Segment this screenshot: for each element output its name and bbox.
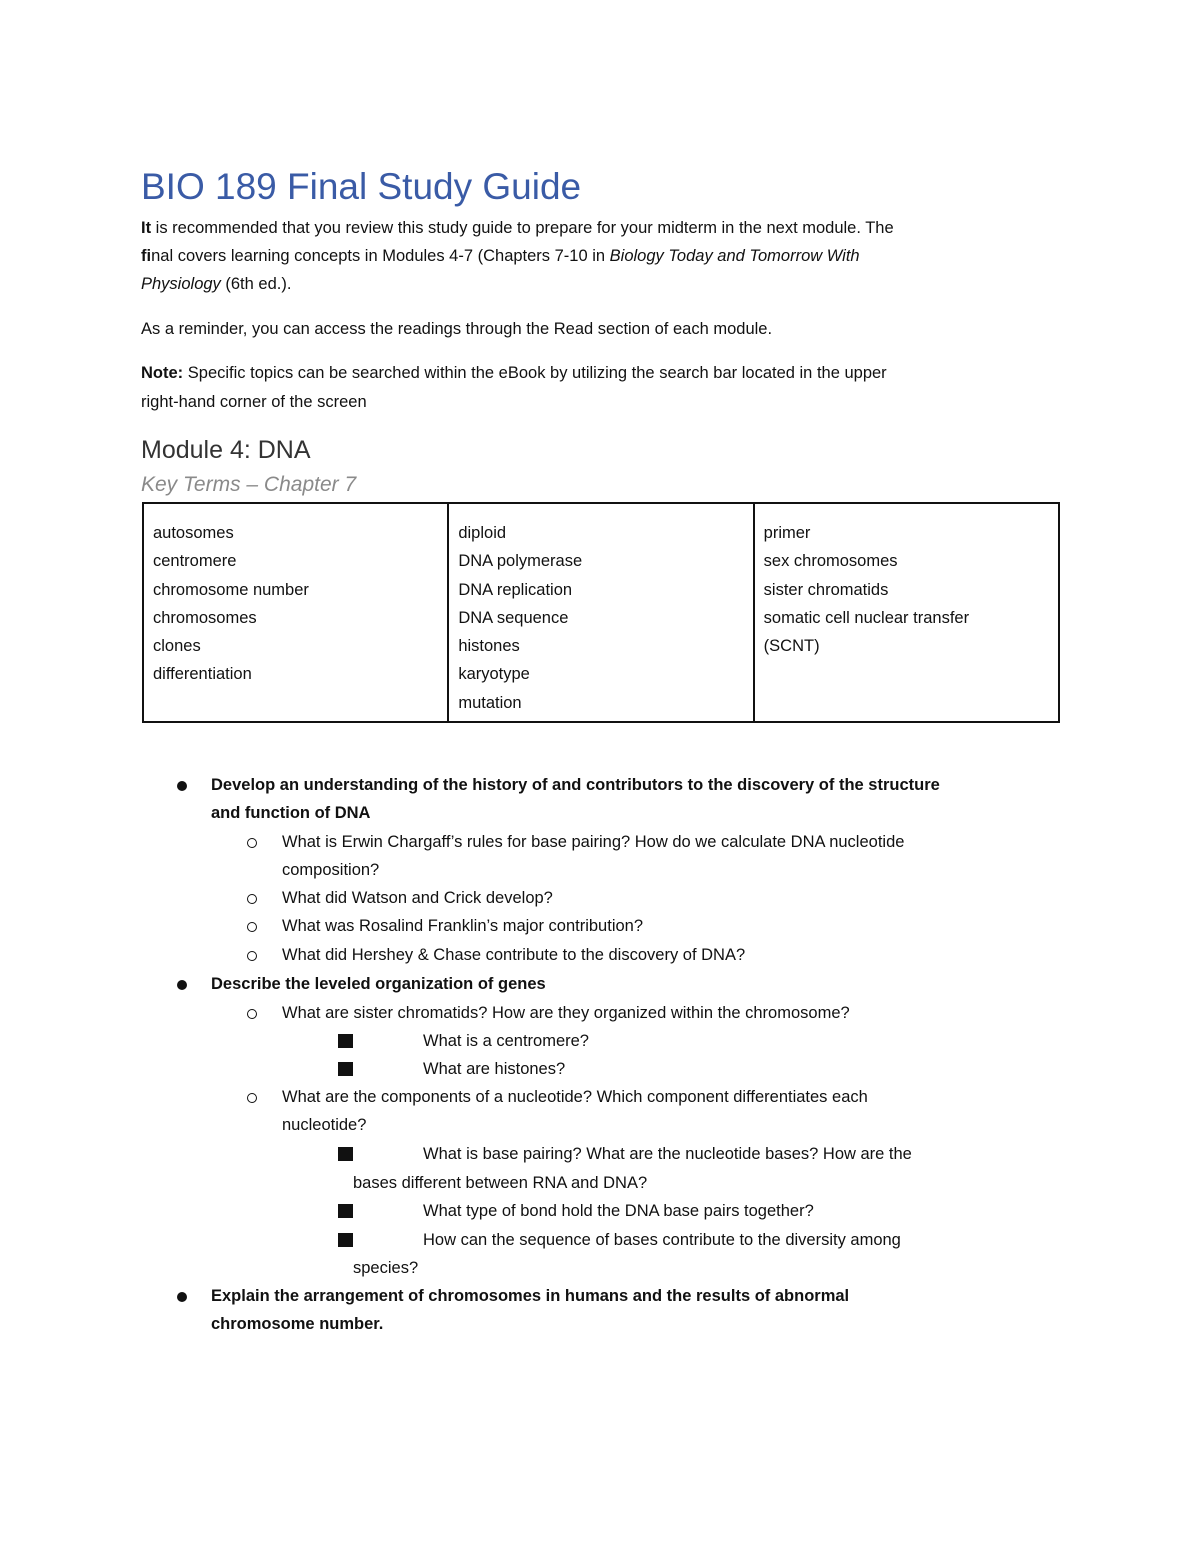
square-bullet-icon xyxy=(338,1034,353,1048)
outline-question: and function of DNA xyxy=(211,804,371,822)
outline-question: What is a centromere? xyxy=(423,1032,589,1050)
key-term: differentiation xyxy=(153,665,252,684)
circle-bullet-icon xyxy=(247,894,257,904)
intro-line-3 xyxy=(141,274,291,294)
outline-question: What did Watson and Crick develop? xyxy=(282,889,553,907)
square-bullet-icon xyxy=(338,1147,353,1161)
key-term: chromosome number xyxy=(153,580,309,599)
circle-bullet-icon xyxy=(247,1009,257,1019)
outline-question: What was Rosalind Franklin’s major contribution? xyxy=(282,917,644,935)
circle-bullet-icon xyxy=(247,922,257,932)
key-term: clones xyxy=(153,637,201,656)
bullet-icon xyxy=(177,1292,187,1302)
key-term: karyotype xyxy=(458,665,530,684)
intro-text: nal covers learning concepts in Modules 4-7 (Chapters 7-10 in xyxy=(151,247,610,265)
key-terms-subheading: Key Terms – Chapter 7 xyxy=(141,473,357,496)
intro-text: (6th ed.). xyxy=(220,275,292,293)
key-term: diploid xyxy=(458,524,507,542)
key-term: DNA polymerase xyxy=(458,552,583,571)
key-term: DNA sequence xyxy=(458,608,569,627)
note-text: Specific topics can be searched within the eBook by utilizing the search bar located in the upper xyxy=(183,364,887,382)
outline-question: What is base pairing? What are the nucleotide bases? How are the xyxy=(423,1145,912,1163)
circle-bullet-icon xyxy=(247,1093,257,1103)
circle-bullet-icon xyxy=(247,951,257,961)
outline-question: What type of bond hold the DNA base pairs together? xyxy=(423,1202,814,1220)
page-title: BIO 189 Final Study Guide xyxy=(141,166,582,207)
key-term: sister chromatids xyxy=(763,580,889,599)
note-line-1 xyxy=(141,363,887,383)
outline-question: species? xyxy=(353,1259,419,1277)
intro-line-2 xyxy=(141,246,860,266)
outline-question: What are the components of a nucleotide? Which component differentiates each xyxy=(282,1088,868,1106)
square-bullet-icon xyxy=(338,1062,353,1076)
key-term: somatic cell nuclear transfer xyxy=(763,608,970,627)
key-term: primer xyxy=(763,524,811,542)
intro-bold: It xyxy=(141,219,152,237)
book-title: Physiology xyxy=(141,275,221,293)
note-label: Note: xyxy=(141,364,184,382)
outline-question: What did Hershey & Chase contribute to the discovery of DNA? xyxy=(282,946,746,964)
key-term: histones xyxy=(458,637,520,656)
outline-objective: Develop an understanding of the history of and contributors to the discovery of the structure xyxy=(211,776,940,794)
outline-question: nucleotide? xyxy=(282,1116,367,1134)
key-term: centromere xyxy=(153,552,237,571)
outline-question: bases different between RNA and DNA? xyxy=(353,1174,648,1192)
module-heading: Module 4: DNA xyxy=(141,436,311,464)
key-term: chromosomes xyxy=(153,608,257,627)
key-term: mutation xyxy=(458,693,522,712)
intro-bold: fi xyxy=(141,247,152,265)
outline-question: chromosome number. xyxy=(211,1315,384,1333)
bullet-icon xyxy=(177,980,187,990)
key-term: DNA replication xyxy=(458,580,573,599)
circle-bullet-icon xyxy=(247,838,257,848)
key-term: sex chromosomes xyxy=(763,552,898,571)
outline-question: What are sister chromatids? How are they organized within the chromosome? xyxy=(282,1004,850,1022)
square-bullet-icon xyxy=(338,1204,353,1218)
key-terms-table xyxy=(142,502,1060,723)
reminder-text: As a reminder, you can access the readings through the Read section of each module. xyxy=(141,320,773,338)
outline-question: What are histones? xyxy=(423,1060,566,1078)
terms-column-2 xyxy=(448,503,753,722)
terms-column-1 xyxy=(143,503,448,722)
intro-text: is recommended that you review this study guide to prepare for your midterm in the next module. The xyxy=(151,219,894,237)
book-title: Biology Today and Tomorrow With xyxy=(609,247,860,265)
bullet-icon xyxy=(177,781,187,791)
note-line-2: right-hand corner of the screen xyxy=(141,393,367,411)
outline-question: composition? xyxy=(282,861,380,879)
key-term: (SCNT) xyxy=(763,637,820,656)
terms-column-3 xyxy=(754,503,1059,722)
outline-question: How can the sequence of bases contribute to the diversity among xyxy=(423,1231,901,1249)
outline-question: What is Erwin Chargaff’s rules for base pairing? How do we calculate DNA nucleotide xyxy=(282,833,905,851)
outline-objective: Explain the arrangement of chromosomes in humans and the results of abnormal xyxy=(211,1287,850,1305)
key-term: autosomes xyxy=(153,524,234,542)
square-bullet-icon xyxy=(338,1233,353,1247)
intro-line-1 xyxy=(141,218,894,238)
outline-objective: Describe the leveled organization of genes xyxy=(211,975,546,993)
